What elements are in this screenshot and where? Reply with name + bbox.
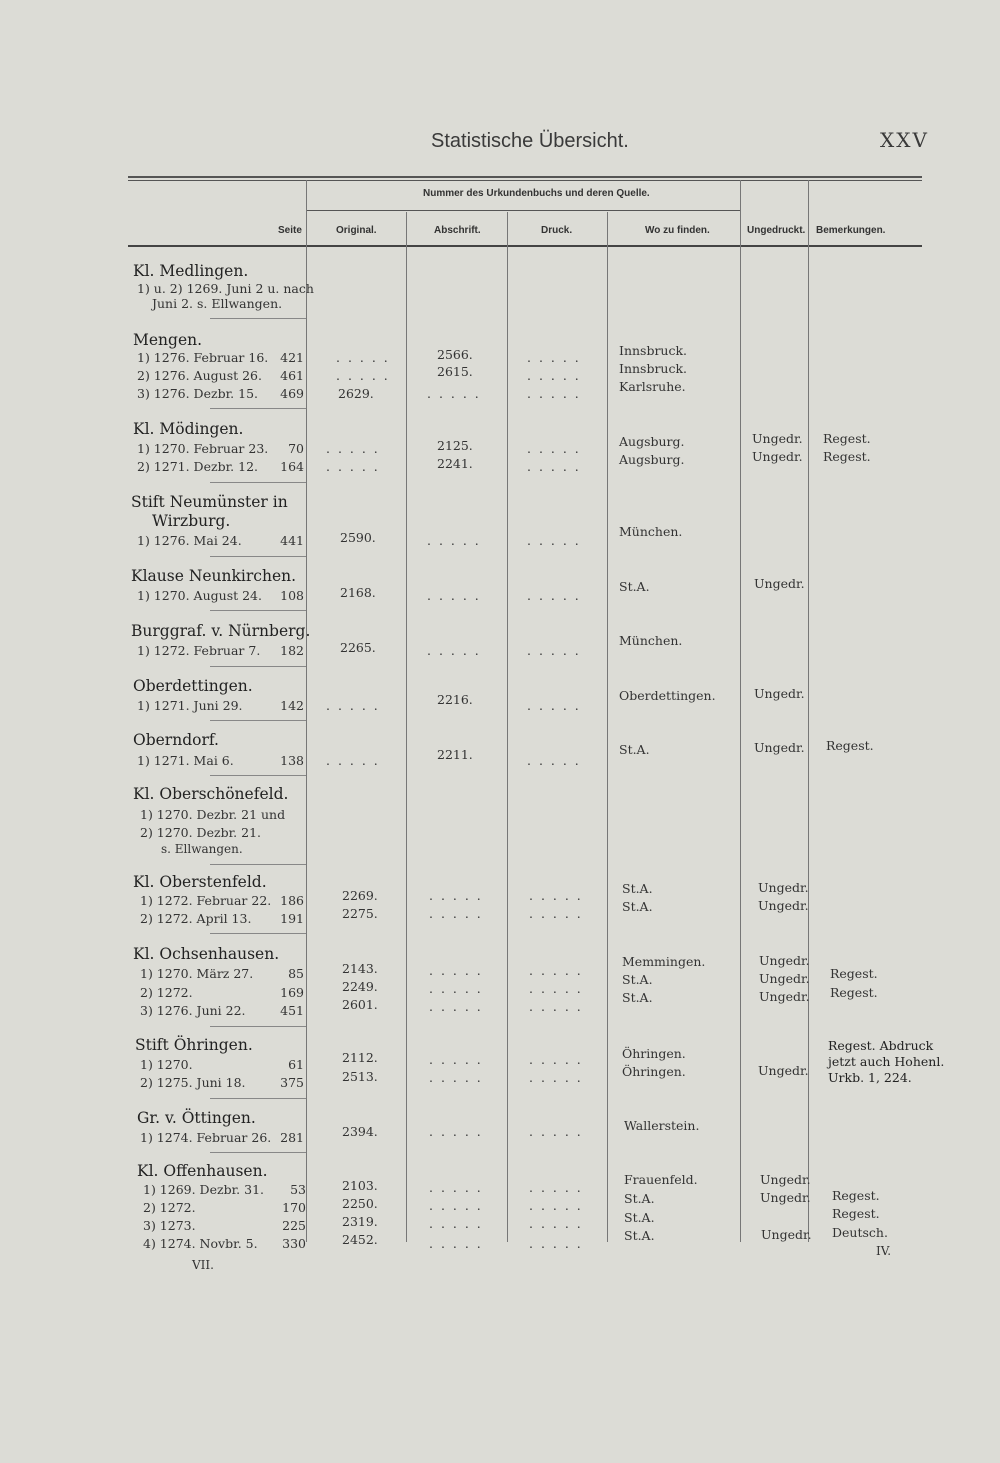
entry-label: 1) 1276. Mai 24. — [137, 533, 242, 548]
wo-value: St.A. — [622, 972, 653, 987]
seite-value: 182 — [280, 643, 304, 658]
entry-label: 1) 1272. Februar 22. — [140, 893, 272, 908]
wo-value: Wallerstein. — [624, 1118, 700, 1133]
original-value: 2275. — [342, 906, 378, 921]
section-title-continued: Wirzburg. — [152, 512, 231, 530]
dots-druck: . . . . . — [527, 643, 581, 658]
section-rule — [210, 720, 306, 721]
column-heading-wo: Wo zu finden. — [645, 225, 710, 236]
section-title: Kl. Oberschönefeld. — [133, 785, 289, 803]
column-heading-seite: Seite — [278, 225, 302, 236]
original-value: 2250. — [342, 1196, 378, 1211]
abschrift-value: 2566. — [437, 347, 473, 362]
dots-druck: . . . . . — [529, 1198, 583, 1213]
dots-druck: . . . . . — [527, 753, 581, 768]
abschrift-value: 2125. — [437, 438, 473, 453]
ungedruckt-value: Ungedr. — [752, 431, 803, 446]
original-value: 2103. — [342, 1178, 378, 1193]
original-value: 2143. — [342, 961, 378, 976]
entry-label: 3) 1276. Juni 22. — [140, 1003, 246, 1018]
dots-abschrift: . . . . . — [429, 1198, 483, 1213]
seite-value: 170 — [282, 1200, 306, 1215]
wo-value: St.A. — [619, 579, 650, 594]
section-title: Mengen. — [133, 331, 203, 349]
col-divider-druck — [607, 212, 608, 1242]
entry-label: 2) 1272. — [140, 985, 193, 1000]
column-heading-ungedruckt: Ungedruckt. — [747, 225, 806, 236]
section-title: Oberdettingen. — [133, 677, 253, 695]
section-title: Kl. Ochsenhausen. — [133, 945, 280, 963]
entry-label: 1) 1274. Februar 26. — [140, 1130, 272, 1145]
dots-abschrift: . . . . . — [429, 1052, 483, 1067]
bemerkung-value: Regest. — [826, 738, 874, 753]
section-rule — [210, 408, 306, 409]
ungedruckt-value: Ungedr. — [760, 1172, 811, 1187]
abschrift-value: 2241. — [437, 456, 473, 471]
abschrift-value: 2216. — [437, 692, 473, 707]
wo-value: Augsburg. — [619, 434, 685, 449]
section-title: Kl. Medlingen. — [133, 262, 249, 280]
dots-abschrift: . . . . . — [427, 588, 481, 603]
footer-mark: IV. — [876, 1244, 892, 1258]
section-title: Kl. Mödingen. — [133, 420, 244, 438]
dots-druck: . . . . . — [529, 1124, 583, 1139]
bemerkung-value: Regest. — [823, 431, 871, 446]
entry-label: 4) 1274. Novbr. 5. — [143, 1236, 258, 1251]
column-heading-bemerkungen: Bemerkungen. — [816, 225, 886, 236]
entry-label: 3) 1273. — [143, 1218, 196, 1233]
seite-value: 281 — [280, 1130, 304, 1145]
wo-value: Innsbruck. — [619, 361, 688, 376]
ungedruckt-value: Ungedr. — [754, 740, 805, 755]
section-rule — [210, 1152, 306, 1153]
seite-value: 461 — [280, 368, 304, 383]
entry-label: 1) 1270. August 24. — [137, 588, 262, 603]
wo-value: St.A. — [624, 1228, 655, 1243]
wo-value: St.A. — [624, 1191, 655, 1206]
seite-value: 108 — [280, 588, 304, 603]
dots-original: . . . . . — [336, 350, 390, 365]
original-value: 2394. — [342, 1124, 378, 1139]
seite-value: 142 — [280, 698, 304, 713]
seite-value: 186 — [280, 893, 304, 908]
section-title: Burggraf. v. Nürnberg. — [131, 622, 311, 640]
seite-value: 330 — [282, 1236, 306, 1251]
ungedruckt-value: Ungedr. — [758, 1063, 809, 1078]
bemerkung-value: Regest. — [830, 985, 878, 1000]
section-rule — [210, 864, 306, 865]
seite-value: 169 — [280, 985, 304, 1000]
entry-label: 2) 1271. Dezbr. 12. — [137, 459, 258, 474]
abschrift-value: 2615. — [437, 364, 473, 379]
dots-original: . . . . . — [326, 441, 380, 456]
seite-value: 421 — [280, 350, 304, 365]
section-rule — [210, 318, 306, 319]
ungedruckt-value: Ungedr. — [759, 953, 810, 968]
dots-abschrift: . . . . . — [429, 1124, 483, 1139]
dots-druck: . . . . . — [529, 981, 583, 996]
seite-value: 138 — [280, 753, 304, 768]
page-title: Statistische Übersicht. — [431, 130, 629, 152]
section-rule — [210, 1098, 306, 1099]
dots-druck: . . . . . — [527, 386, 581, 401]
dots-original: . . . . . — [326, 698, 380, 713]
entry-label: 1) 1271. Mai 6. — [137, 753, 234, 768]
original-value: 2513. — [342, 1069, 378, 1084]
dots-druck: . . . . . — [529, 963, 583, 978]
bemerkung-value: Regest. — [832, 1188, 880, 1203]
ungedruckt-value: Ungedr. — [761, 1227, 812, 1242]
entry-label: 2) 1276. August 26. — [137, 368, 262, 383]
dots-druck: . . . . . — [527, 698, 581, 713]
wo-value: Memmingen. — [622, 954, 706, 969]
section-rule — [210, 556, 306, 557]
entry-label: 1) 1276. Februar 16. — [137, 350, 269, 365]
table-top-rule — [128, 176, 922, 178]
wo-value: Öhringen. — [622, 1064, 686, 1079]
seite-value: 164 — [280, 459, 304, 474]
ungedruckt-value: Ungedr. — [759, 971, 810, 986]
dots-original: . . . . . — [326, 753, 380, 768]
entry-label: 2) 1272. — [143, 1200, 196, 1215]
seite-value: 469 — [280, 386, 304, 401]
wo-value: Augsburg. — [619, 452, 685, 467]
original-value: 2601. — [342, 997, 378, 1012]
ungedruckt-value: Ungedr. — [752, 449, 803, 464]
bemerkung-value: Regest. — [823, 449, 871, 464]
original-value: 2590. — [340, 530, 376, 545]
section-rule — [210, 933, 306, 934]
dots-druck: . . . . . — [527, 368, 581, 383]
entry-label: 1) 1270. März 27. — [140, 966, 254, 981]
bemerkung-value: Regest. — [832, 1206, 880, 1221]
ungedruckt-value: Ungedr. — [758, 898, 809, 913]
abschrift-value: 2211. — [437, 747, 473, 762]
dots-druck: . . . . . — [529, 1180, 583, 1195]
dots-druck: . . . . . — [527, 533, 581, 548]
ungedruckt-value: Ungedr. — [754, 686, 805, 701]
dots-abschrift: . . . . . — [427, 643, 481, 658]
dots-druck: . . . . . — [529, 1236, 583, 1251]
dots-druck: . . . . . — [529, 1070, 583, 1085]
section-title: Stift Neumünster in — [131, 493, 288, 511]
entry-label: 2) 1275. Juni 18. — [140, 1075, 246, 1090]
wo-value: St.A. — [624, 1210, 655, 1225]
col-divider-original — [406, 212, 407, 1242]
entry-label: 1) 1269. Dezbr. 31. — [143, 1182, 264, 1197]
original-value: 2112. — [342, 1050, 378, 1065]
section-title: Kl. Offenhausen. — [137, 1162, 268, 1180]
entry-label: 1) 1271. Juni 29. — [137, 698, 243, 713]
original-value: 2249. — [342, 979, 378, 994]
seite-value: 375 — [280, 1075, 304, 1090]
bemerkung-value: Regest. — [830, 966, 878, 981]
page-number: XXV — [880, 128, 929, 152]
entry-label: 1) 1270. — [140, 1057, 193, 1072]
wo-value: Öhringen. — [622, 1046, 686, 1061]
section-title: Kl. Oberstenfeld. — [133, 873, 267, 891]
seite-value: 85 — [288, 966, 304, 981]
entry-label: 3) 1276. Dezbr. 15. — [137, 386, 258, 401]
dots-abschrift: . . . . . — [429, 888, 483, 903]
dots-abschrift: . . . . . — [429, 906, 483, 921]
dots-abschrift: . . . . . — [429, 999, 483, 1014]
wo-value: Karlsruhe. — [619, 379, 686, 394]
dots-druck: . . . . . — [529, 888, 583, 903]
dots-abschrift: . . . . . — [429, 981, 483, 996]
wo-value: München. — [619, 524, 683, 539]
section-rule — [210, 482, 306, 483]
dots-druck: . . . . . — [529, 906, 583, 921]
column-heading-original: Original. — [336, 225, 377, 236]
dots-abschrift: . . . . . — [429, 1236, 483, 1251]
column-heading-abschrift: Abschrift. — [434, 225, 481, 236]
col-divider-seite — [306, 180, 307, 1242]
section-title: Oberndorf. — [133, 731, 219, 749]
column-group-heading: Nummer des Urkundenbuchs und deren Quelle. — [423, 188, 650, 199]
entry-label: 2) 1270. Dezbr. 21. — [140, 825, 261, 840]
entry-label: Juni 2. s. Ellwangen. — [152, 296, 283, 311]
wo-value: St.A. — [622, 899, 653, 914]
signature-mark: VII. — [192, 1258, 214, 1272]
column-heading-druck: Druck. — [541, 225, 573, 236]
dots-abschrift: . . . . . — [429, 1070, 483, 1085]
seite-value: 451 — [280, 1003, 304, 1018]
ungedruckt-value: Ungedr. — [754, 576, 805, 591]
dots-abschrift: . . . . . — [427, 533, 481, 548]
original-value: 2452. — [342, 1232, 378, 1247]
wo-value: St.A. — [622, 990, 653, 1005]
wo-value: Oberdettingen. — [619, 688, 716, 703]
dots-druck: . . . . . — [527, 588, 581, 603]
seite-value: 441 — [280, 533, 304, 548]
col-divider-wo — [740, 180, 741, 1242]
wo-value: Frauenfeld. — [624, 1172, 698, 1187]
wo-value: München. — [619, 633, 683, 648]
bemerkung-note: Regest. Abdruck jetzt auch Hohenl. Urkb. 1, 224. — [828, 1038, 945, 1085]
section-title: Klause Neunkirchen. — [131, 567, 297, 585]
seite-value: 70 — [288, 441, 304, 456]
original-value: 2319. — [342, 1214, 378, 1229]
dots-druck: . . . . . — [529, 1052, 583, 1067]
ungedruckt-value: Ungedr. — [758, 880, 809, 895]
dots-druck: . . . . . — [529, 999, 583, 1014]
dots-abschrift: . . . . . — [429, 963, 483, 978]
section-rule — [210, 775, 306, 776]
ungedruckt-value: Ungedr. — [760, 1190, 811, 1205]
entry-label: s. Ellwangen. — [161, 842, 243, 856]
entry-label: 1) 1270. Dezbr. 21 und — [140, 807, 286, 822]
dots-original: . . . . . — [326, 459, 380, 474]
entry-label: 1) u. 2) 1269. Juni 2 u. nach — [137, 281, 314, 296]
seite-value: 61 — [288, 1057, 304, 1072]
col-divider-abschrift — [507, 212, 508, 1242]
col-divider-ungedruckt — [808, 180, 809, 1242]
ungedruckt-value: Ungedr. — [759, 989, 810, 1004]
original-value: 2168. — [340, 585, 376, 600]
bemerkung-value: Deutsch. — [832, 1225, 888, 1240]
section-rule — [210, 610, 306, 611]
dots-druck: . . . . . — [527, 459, 581, 474]
dots-druck: . . . . . — [529, 1216, 583, 1231]
dots-abschrift: . . . . . — [429, 1216, 483, 1231]
group-header-rule — [306, 210, 740, 211]
entry-label: 1) 1272. Februar 7. — [137, 643, 261, 658]
original-value: 2269. — [342, 888, 378, 903]
header-bottom-rule — [128, 245, 922, 247]
wo-value: St.A. — [619, 742, 650, 757]
dots-abschrift: . . . . . — [429, 1180, 483, 1195]
original-value: 2265. — [340, 640, 376, 655]
dots-druck: . . . . . — [527, 350, 581, 365]
entry-label: 2) 1272. April 13. — [140, 911, 252, 926]
dots-abschrift: . . . . . — [427, 386, 481, 401]
original-value: 2629. — [338, 386, 374, 401]
dots-druck: . . . . . — [527, 441, 581, 456]
section-title: Gr. v. Öttingen. — [137, 1109, 256, 1127]
seite-value: 225 — [282, 1218, 306, 1233]
table-top-rule-thin — [128, 180, 922, 181]
seite-value: 53 — [290, 1182, 306, 1197]
wo-value: St.A. — [622, 881, 653, 896]
seite-value: 191 — [280, 911, 304, 926]
section-rule — [210, 1026, 306, 1027]
wo-value: Innsbruck. — [619, 343, 688, 358]
section-rule — [210, 666, 306, 667]
entry-label: 1) 1270. Februar 23. — [137, 441, 269, 456]
dots-original: . . . . . — [336, 368, 390, 383]
section-title: Stift Öhringen. — [135, 1036, 253, 1054]
